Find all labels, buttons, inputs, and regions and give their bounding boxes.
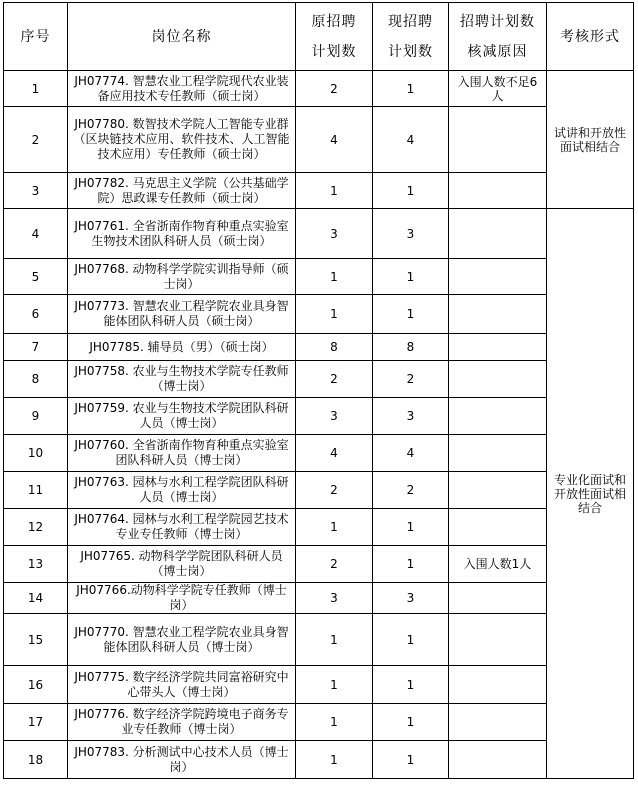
table-row [4,472,634,509]
cell-current-plan: 8 [373,334,449,361]
header-reduction-reason [449,3,547,71]
cell-position: JH07775. 数字经济学院共同富裕研究中心带头人（博士岗） [68,666,296,704]
cell-original-plan: 2 [296,361,373,398]
recruitment-table [3,2,634,779]
cell-reduction-reason [449,334,547,361]
header-current-plan-line2: 计划数 [388,43,433,60]
table-row [4,209,634,259]
cell-reduction-reason [449,173,547,209]
header-position: 岗位名称 [68,3,296,71]
cell-reduction-reason [449,666,547,704]
header-reduction-reason-line1: 招聘计划数 [460,13,535,30]
table-row [4,295,634,334]
cell-seq: 1 [4,71,68,107]
cell-current-plan: 3 [373,209,449,259]
cell-current-plan: 3 [373,398,449,435]
cell-original-plan: 3 [296,583,373,614]
table-row [4,435,634,472]
cell-position: JH07776. 数字经济学院跨境电子商务专业专任教师（博士岗） [68,704,296,741]
cell-original-plan: 1 [296,741,373,779]
cell-position: JH07774. 智慧农业工程学院现代农业装备应用技术专任教师（硕士岗） [68,71,296,107]
table-row [4,704,634,741]
cell-original-plan: 1 [296,173,373,209]
cell-reduction-reason [449,107,547,173]
table-row [4,259,634,295]
cell-reduction-reason [449,704,547,741]
cell-reduction-reason: 入围人数不足6人 [449,71,547,107]
cell-current-plan: 3 [373,583,449,614]
cell-current-plan: 1 [373,71,449,107]
cell-current-plan: 1 [373,259,449,295]
table-row [4,334,634,361]
cell-seq: 13 [4,546,68,583]
cell-original-plan: 2 [296,71,373,107]
cell-original-plan: 3 [296,209,373,259]
cell-position: JH07780. 数智技术学院人工智能专业群（区块链技术应用、软件技术、人工智能技术应用）专任教师（硕士岗） [68,107,296,173]
cell-position: JH07758. 农业与生物技术学院专任教师（博士岗） [68,361,296,398]
cell-seq: 17 [4,704,68,741]
cell-position: JH07764. 园林与水利工程学院园艺技术专业专任教师（博士岗） [68,509,296,546]
table-row [4,666,634,704]
cell-current-plan: 1 [373,295,449,334]
header-row [4,3,634,71]
cell-current-plan: 2 [373,361,449,398]
table-row [4,398,634,435]
cell-original-plan: 1 [296,295,373,334]
header-original-plan-line1: 原招聘 [311,13,357,30]
cell-original-plan: 4 [296,107,373,173]
cell-seq: 9 [4,398,68,435]
cell-current-plan: 1 [373,546,449,583]
cell-position: JH07783. 分析测试中心技术人员（博士岗） [68,741,296,779]
cell-reduction-reason: 入围人数1人 [449,546,547,583]
cell-original-plan: 1 [296,509,373,546]
table-row [4,107,634,173]
cell-position: JH07759. 农业与生物技术学院团队科研人员（博士岗） [68,398,296,435]
table-row [4,71,634,107]
cell-original-plan: 3 [296,398,373,435]
header-exam-form: 考核形式 [547,3,634,71]
cell-seq: 11 [4,472,68,509]
cell-current-plan: 4 [373,435,449,472]
cell-original-plan: 1 [296,259,373,295]
cell-current-plan: 1 [373,704,449,741]
table-row [4,173,634,209]
cell-seq: 12 [4,509,68,546]
cell-original-plan: 2 [296,546,373,583]
table-row [4,741,634,779]
cell-seq: 2 [4,107,68,173]
cell-seq: 10 [4,435,68,472]
table-row [4,614,634,666]
header-current-plan-line1: 现招聘 [388,13,433,30]
header-current-plan [373,3,449,71]
table-row [4,546,634,583]
cell-current-plan: 1 [373,666,449,704]
cell-position: JH07768. 动物科学学院实训指导师（硕士岗） [68,259,296,295]
cell-current-plan: 4 [373,107,449,173]
cell-reduction-reason [449,583,547,614]
cell-reduction-reason [449,509,547,546]
cell-original-plan: 1 [296,704,373,741]
cell-exam-form: 专业化面试和开放性面试相结合 [547,209,634,779]
header-original-plan-line2: 计划数 [311,43,357,60]
cell-original-plan: 2 [296,472,373,509]
header-original-plan [296,3,373,71]
cell-current-plan: 1 [373,614,449,666]
cell-reduction-reason [449,209,547,259]
cell-position: JH07763. 园林与水利工程学院团队科研人员（博士岗） [68,472,296,509]
cell-original-plan: 8 [296,334,373,361]
cell-seq: 14 [4,583,68,614]
cell-position: JH07766.动物科学学院专任教师（博士岗） [68,583,296,614]
header-seq: 序号 [4,3,68,71]
cell-current-plan: 1 [373,173,449,209]
cell-seq: 5 [4,259,68,295]
cell-reduction-reason [449,614,547,666]
table-row [4,361,634,398]
cell-current-plan: 1 [373,741,449,779]
cell-seq: 7 [4,334,68,361]
cell-position: JH07785. 辅导员（男）（硕士岗） [68,334,296,361]
cell-reduction-reason [449,741,547,779]
cell-position: JH07770. 智慧农业工程学院农业具身智能体团队科研人员（博士岗） [68,614,296,666]
cell-reduction-reason [449,295,547,334]
cell-original-plan: 1 [296,614,373,666]
cell-position: JH07773. 智慧农业工程学院农业具身智能体团队科研人员（硕士岗） [68,295,296,334]
cell-position: JH07761. 全省浙南作物育种重点实验室生物技术团队科研人员（硕士岗） [68,209,296,259]
cell-reduction-reason [449,398,547,435]
cell-seq: 3 [4,173,68,209]
cell-original-plan: 4 [296,435,373,472]
cell-reduction-reason [449,361,547,398]
cell-seq: 18 [4,741,68,779]
cell-position: JH07765. 动物科学学院团队科研人员（博士岗） [68,546,296,583]
cell-position: JH07782. 马克思主义学院（公共基础学院）思政课专任教师（硕士岗） [68,173,296,209]
cell-seq: 4 [4,209,68,259]
table-row [4,583,634,614]
cell-current-plan: 1 [373,509,449,546]
cell-position: JH07760. 全省浙南作物育种重点实验室团队科研人员（博士岗） [68,435,296,472]
cell-reduction-reason [449,472,547,509]
table-row [4,509,634,546]
cell-reduction-reason [449,259,547,295]
cell-reduction-reason [449,435,547,472]
cell-seq: 15 [4,614,68,666]
header-reduction-reason-line2: 核减原因 [467,43,528,60]
cell-exam-form: 试讲和开放性面试相结合 [547,71,634,209]
cell-seq: 6 [4,295,68,334]
cell-current-plan: 2 [373,472,449,509]
cell-original-plan: 1 [296,666,373,704]
cell-seq: 16 [4,666,68,704]
cell-seq: 8 [4,361,68,398]
